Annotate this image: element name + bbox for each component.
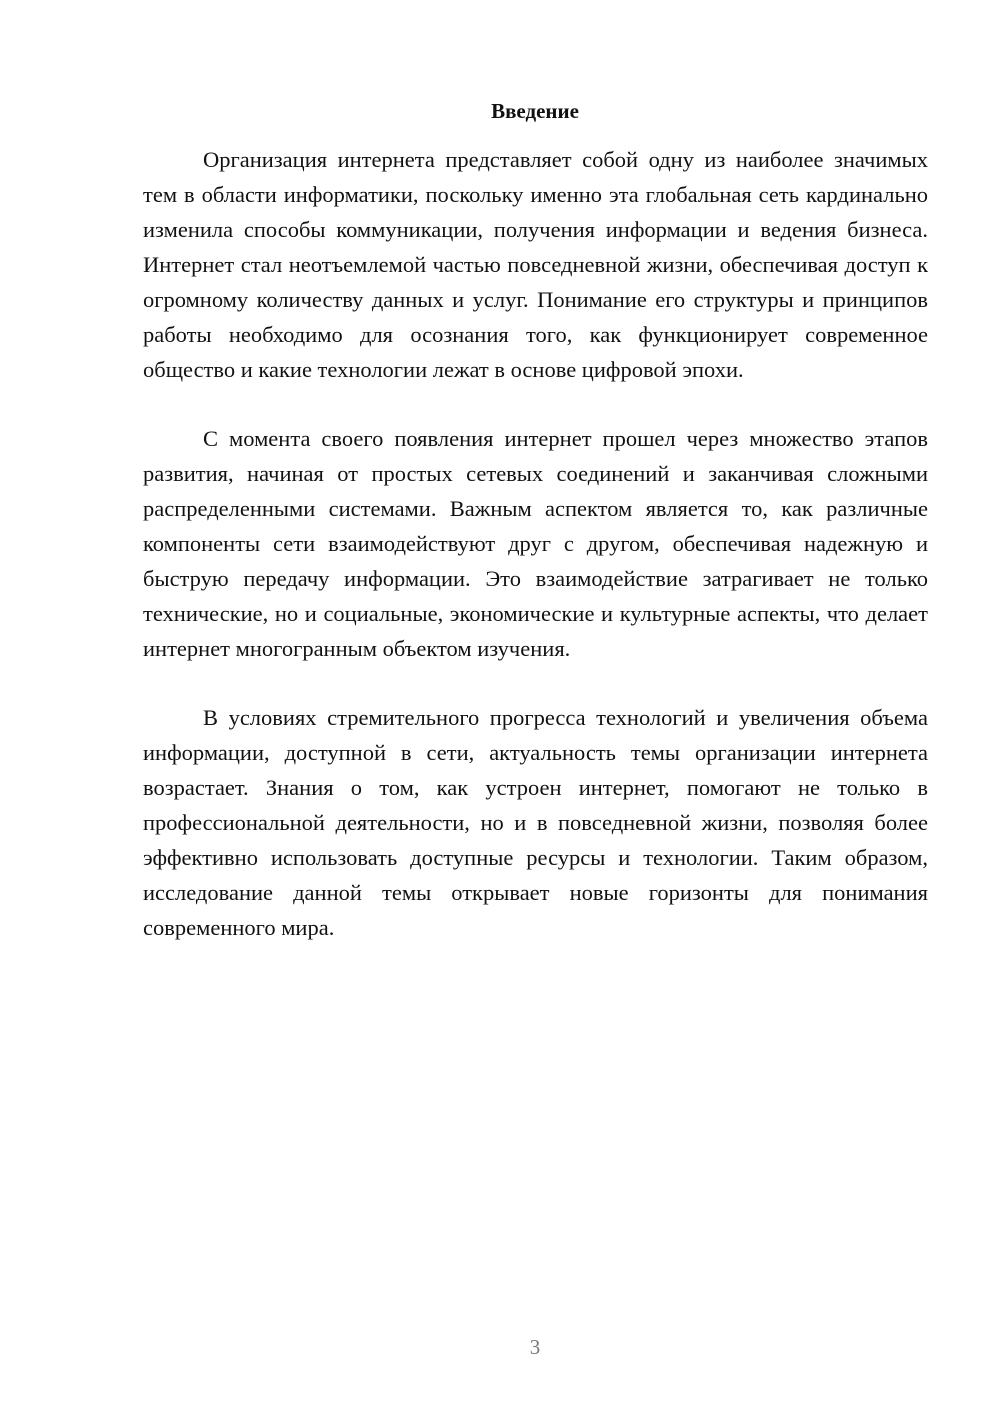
body-text [143, 142, 928, 979]
paragraph-2: С момента своего появления интернет прошел через множество этапов развития, начиная от простых сетевых соединений и заканчивая сложными распределенными системами. Важным аспектом является то, как различные компоненты сети взаимодействуют друг с другом, обеспечивая надежную и быструю передачу информации. Это взаимодействие затрагивает не только технические, но и социальные, экономические и культурные аспекты, что делает интернет многогранным объектом изучения. [143, 426, 928, 661]
paragraph-3: В условиях стремительного прогресса технологий и увеличения объема информации, доступной в сети, актуальность темы организации интернета возрастает. Знания о том, как устроен интернет, помогают не только в профессиональной деятельности, но и в повседневной жизни, позволяя более эффективно использовать доступные ресурсы и технологии. Таким образом, исследование данной темы открывает новые горизонты для понимания современного мира. [143, 705, 928, 940]
page-number: 3 [529, 1335, 541, 1359]
section-title: Введение [491, 99, 579, 123]
paragraph-1: Организация интернета представляет собой одну из наиболее значимых тем в области информатики, поскольку именно эта глобальная сеть кардинально изменила способы коммуникации, получения информации и ведения бизнеса. Интернет стал неотъемлемой частью повседневной жизни, обеспечивая доступ к огромному количеству данных и услуг. Понимание его структуры и принципов работы необходимо для осознания того, как функционирует современное общество и какие технологии лежат в основе цифровой эпохи. [143, 147, 928, 382]
